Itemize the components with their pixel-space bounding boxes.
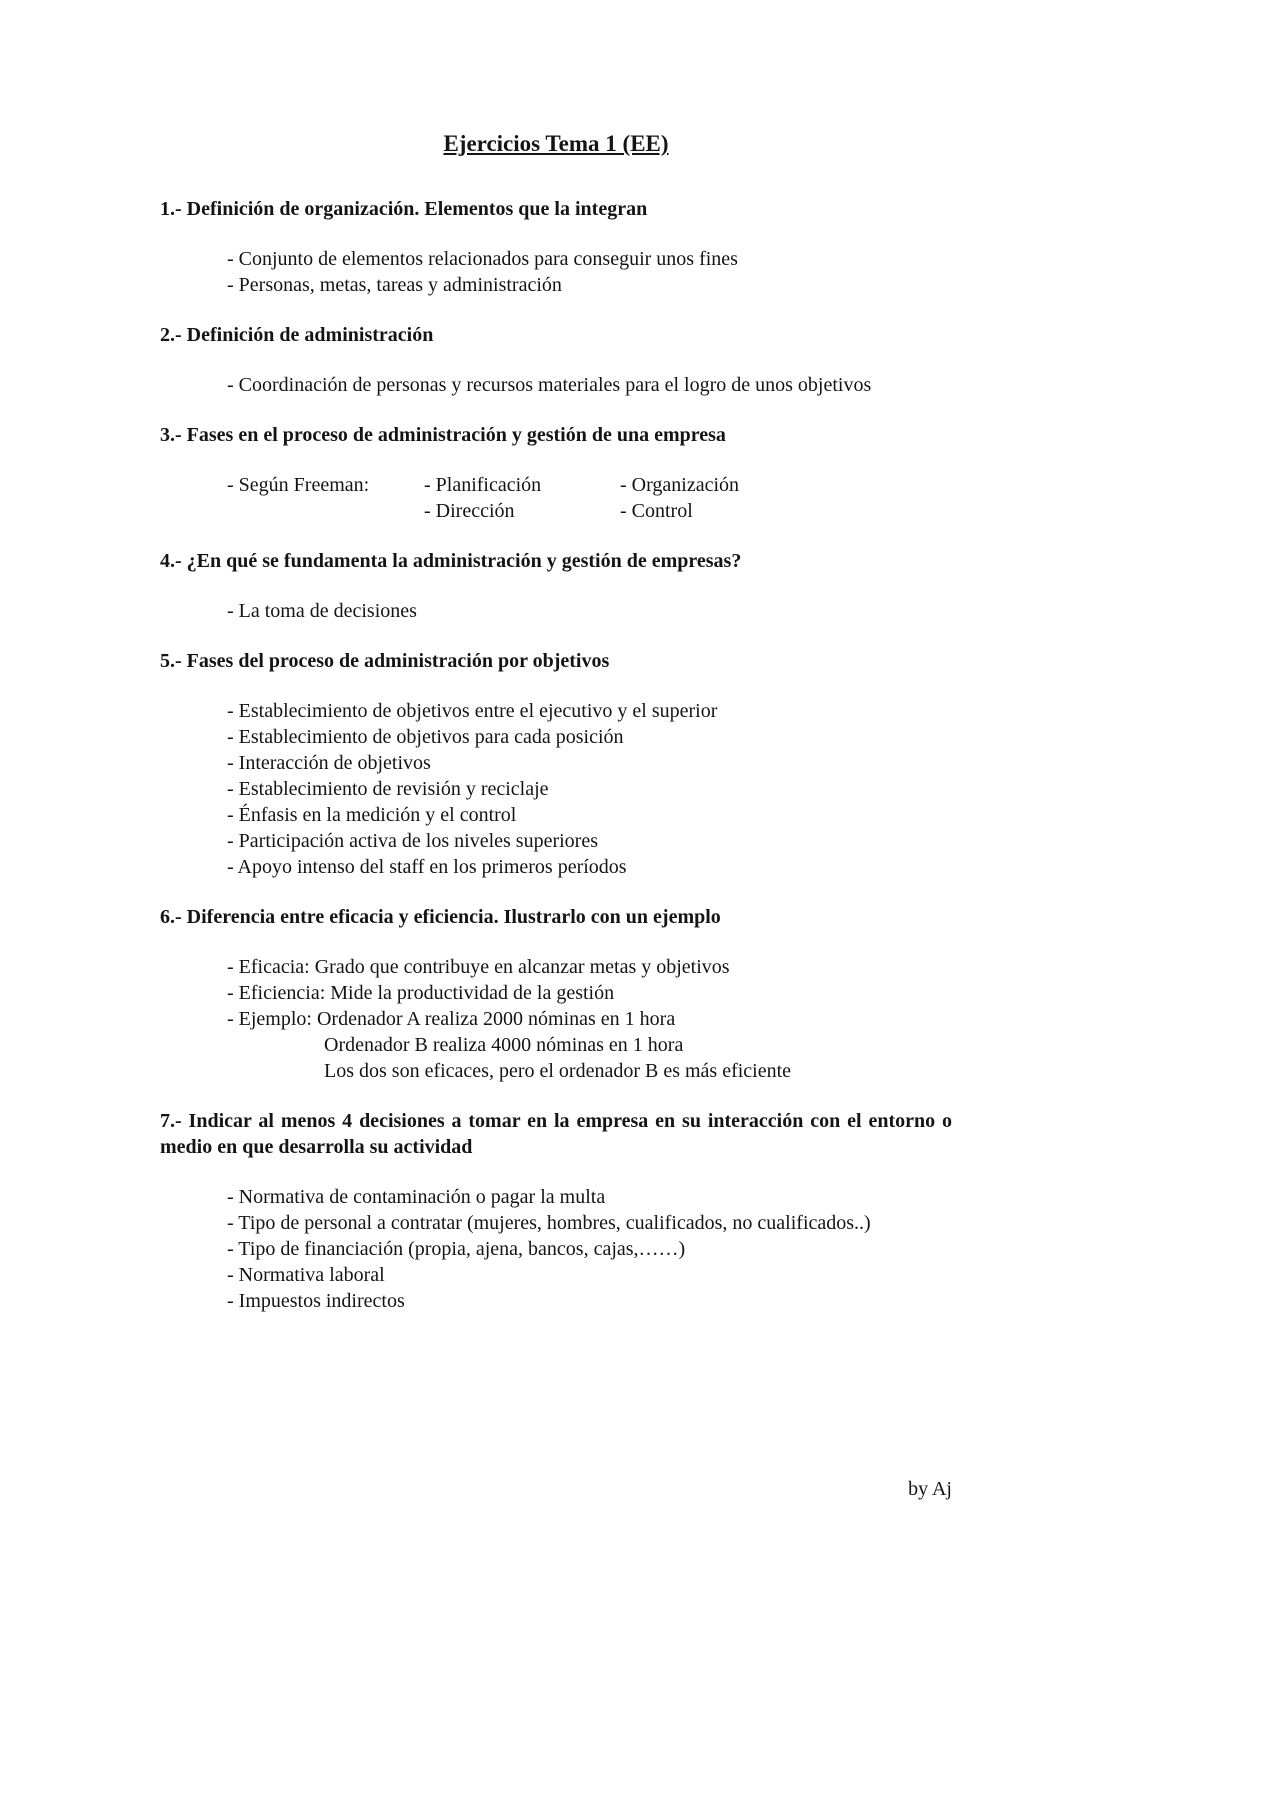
list-item: - Según Freeman:: [227, 474, 370, 496]
list-item: - Establecimiento de objetivos entre el ejecutivo y el superior: [227, 700, 718, 722]
freeman-column-1: [424, 472, 620, 524]
section-6: [160, 904, 952, 1084]
section-5: [160, 648, 952, 880]
list-item: - Eficiencia: Mide la productividad de la gestión: [227, 982, 615, 1004]
list-subitem: Ordenador B realiza 4000 nóminas en 1 hora: [324, 1034, 684, 1056]
section-1-heading: 1.- Definición de organización. Elementos que la integran: [160, 198, 648, 220]
list-item: - Normativa laboral: [227, 1264, 385, 1286]
section-6-heading: 6.- Diferencia entre eficacia y eficiencia. Ilustrarlo con un ejemplo: [160, 906, 721, 928]
section-2-heading: 2.- Definición de administración: [160, 324, 434, 346]
list-item: - Impuestos indirectos: [227, 1290, 405, 1312]
section-3: [160, 422, 952, 524]
section-2: [160, 322, 952, 398]
list-item: - Coordinación de personas y recursos materiales para el logro de unos objetivos: [227, 374, 872, 396]
section-7-heading: 7.- Indicar al menos 4 decisiones a tomar en la empresa en su interacción con el entorno o medio en que desarrolla su actividad: [160, 1110, 952, 1158]
freeman-label: [227, 472, 424, 524]
section-1: [160, 196, 952, 298]
list-item: - Interacción de objetivos: [227, 752, 431, 774]
footer-credit: by Aj: [908, 1478, 952, 1500]
list-item: - Ejemplo: Ordenador A realiza 2000 nóminas en 1 hora: [227, 1008, 676, 1030]
list-item: - Planificación: [424, 474, 542, 496]
section-4: [160, 548, 952, 624]
list-item: - Tipo de personal a contratar (mujeres, hombres, cualificados, no cualificados..): [227, 1212, 871, 1234]
list-item: - Organización: [620, 474, 740, 496]
section-5-heading: 5.- Fases del proceso de administración por objetivos: [160, 650, 610, 672]
list-item: - Apoyo intenso del staff en los primeros períodos: [227, 856, 627, 878]
list-item: - Tipo de financiación (propia, ajena, bancos, cajas,……): [227, 1238, 686, 1260]
section-7: [160, 1108, 952, 1314]
list-item: - Eficacia: Grado que contribuye en alcanzar metas y objetivos: [227, 956, 730, 978]
section-3-heading: 3.- Fases en el proceso de administración y gestión de una empresa: [160, 424, 726, 446]
freeman-column-2: [620, 472, 952, 524]
list-item: - La toma de decisiones: [227, 600, 417, 622]
list-item: - Énfasis en la medición y el control: [227, 804, 517, 826]
list-item: - Normativa de contaminación o pagar la multa: [227, 1186, 606, 1208]
section-4-heading: 4.- ¿En qué se fundamenta la administración y gestión de empresas?: [160, 550, 742, 572]
list-item: - Conjunto de elementos relacionados para conseguir unos fines: [227, 248, 738, 270]
list-item: - Participación activa de los niveles superiores: [227, 830, 598, 852]
list-item: - Establecimiento de objetivos para cada posición: [227, 726, 624, 748]
freeman-phases-layout: [160, 472, 952, 524]
list-item: - Control: [620, 500, 693, 522]
list-item: - Dirección: [424, 500, 515, 522]
list-item: - Personas, metas, tareas y administración: [227, 274, 562, 296]
list-subitem: Los dos son eficaces, pero el ordenador B es más eficiente: [324, 1060, 792, 1082]
list-item: - Establecimiento de revisión y reciclaje: [227, 778, 549, 800]
document-title: Ejercicios Tema 1 (EE): [443, 131, 669, 156]
document-content: [160, 130, 952, 1338]
